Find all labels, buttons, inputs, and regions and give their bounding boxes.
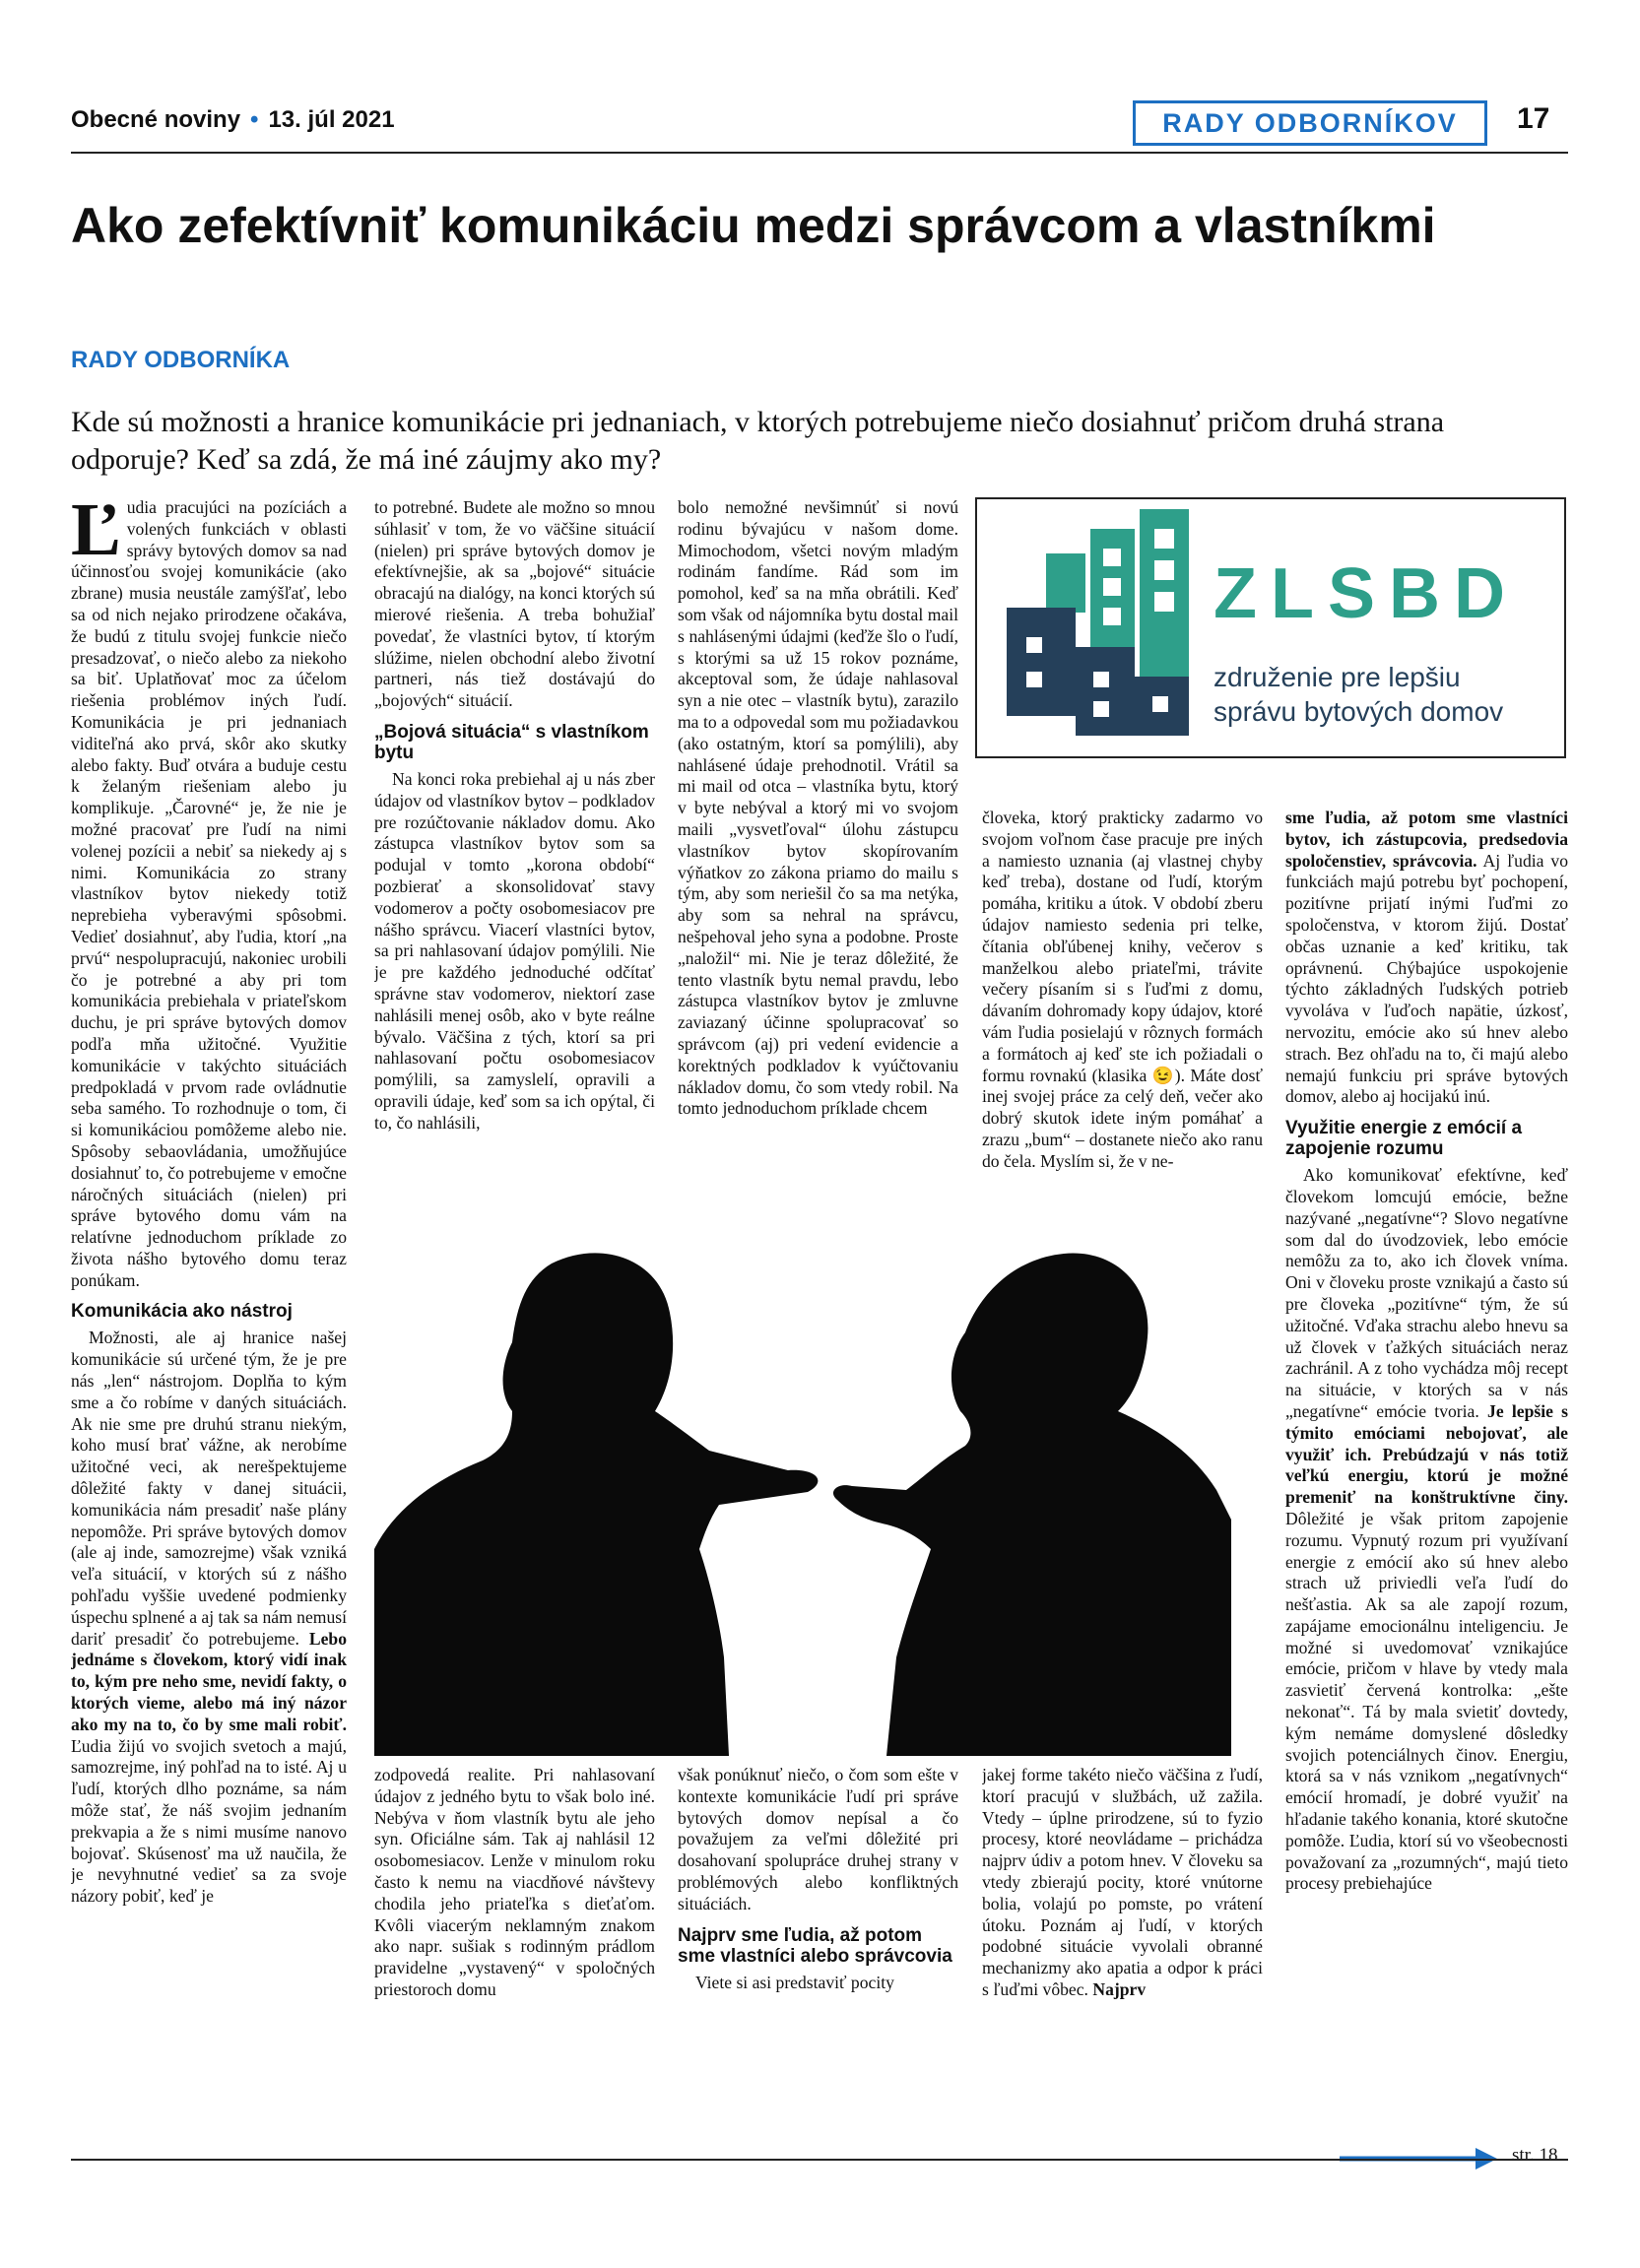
paragraph: Viete si asi predstaviť pocity <box>695 1972 894 1992</box>
paragraph: zodpovedá realite. Pri nahlasovaní údajov z jedného bytu to však bolo iné. Nebýva v ňom vlastník bytu ale jeho syn. Oficiálne sám. Tak aj nahlásil 12 osobomesiacov. Lenže v minulom roku často k nemu na viacdňové návštevy chodila jeho priateľka s dieťaťom. Kvôli viacerým neklamným znakom ako napr. sušiak s rodinným prádlom pravidelne „vystavený“ v spoločných priestoroch domu <box>374 1765 655 1999</box>
paragraph: Ako komunikovať efektívne, keď človekom lomcujú emócie, bežne nazývané „negatívne“? Slovo negatívne som dal do úvodzoviek, lebo emócie nemôžu za to, ako ich človek vníma. Oni v človeku proste vznikajú a často sú pre človeka „pozitívne“ tým, že sú užitočné. Vďaka strachu alebo hnevu sa už človek v ťažkých situáciách neraz zachránil. A z toho vychádza môj recept na situácie, v ktorých sa v nás „negatívne“ emócie tvoria. Je lepšie s týmito emóciami nebojovať, ale využiť ich. Prebúdzajú v nás totiž veľkú energiu, ktorú je možné premeniť na konštruktívne činy. Dôležité je však pritom zapojenie rozumu. Vypnutý rozum pri využívaní energie z emócií ako sú hnev alebo strach už priviedli veľa ľudí do nešťastia. Ak sa ale zapojí rozum, zapájame emocionálnu inteligenciu. Je možné si uvedomovať vznikajúce emócie, pričom v hlave by vtedy mala zasvietiť červená kontrolka: „ešte nekonať“. Tá by mala svietiť dovtedy, kým nemáme domyslené dôsledky svojich potenciálnych činov. Energiu, ktorá sa v nás vznikom „negatívnych“ emócií hromadí, je dobré využiť na hľadanie takého konania, ktoré skutočne pomôže. Ľudia, ktorí sú vo všeobecnosti považovaní za „rozumných“, majú tieto procesy prebiehajúce <box>1285 1165 1568 1894</box>
article-lead: Kde sú možnosti a hranice komunikácie pri jednaniach, v ktorých potrebujeme niečo dosiahnuť pričom druhá strana odporuje? Keď sa zdá, že má iné záujmy ako my? <box>71 406 1445 476</box>
text-column-1 <box>71 497 347 2122</box>
logo-subtitle-1: združenie pre lepšiu <box>1214 662 1461 692</box>
text-column-3-top <box>678 497 958 1221</box>
text-column-2-top <box>374 497 655 1221</box>
header-rule <box>71 152 1568 154</box>
separator-dot: • <box>250 106 259 133</box>
silhouette-illustration <box>374 1224 1231 1756</box>
drop-cap: Ľ <box>71 497 121 571</box>
paragraph: Na konci roka prebiehal aj u nás zber údajov od vlastníkov bytov – podkladov pre rozúčtovanie nákladov domu. Ako zástupca vlastníkov bytov som sa podujal v tomto „korona období“ pozbierať a skonsolidovať stavy vodomerov a počty osobomesiacov pre nášho správcu. Viacerí vlastníci bytov, sa pri nahlasovaní údajov pomýlili. Nie je pre každého jednoduché odčítať správne stav vodomerov, niektorí zase nahlásili menej osôb, ako v byte reálne bývalo. Väčšina z tých, ktorí sa pri nahlasovaní počtu osobomesiacov pomýlili, sa zamyslelí, opravili a opravili údaje, keď som sa ich opýtal, či to, čo nahlásili, <box>374 768 655 1133</box>
masthead <box>71 106 395 134</box>
zlsbd-logo <box>975 497 1566 758</box>
article-rubric: RADY ODBORNÍKA <box>71 347 291 373</box>
continued-arrow <box>1340 2145 1502 2177</box>
text-column-4-bottom <box>982 1765 1263 2124</box>
text-column-2-bottom <box>374 1765 655 2124</box>
footer-rule <box>71 2159 1568 2161</box>
paragraph: Možnosti, ale aj hranice našej komunikácie sú určené tým, že je pre nás „len“ nástrojom. Doplňa to kým sme a čo robíme v daných situáciách. Ak nie sme pre druhú stranu niekým, koho musí brať vážne, ak nerobíme užitočné veci, ak nerešpektujeme dôležité fakty v danej situácii, komunikácia nám presadiť naše plány nepomôže. Pri správe bytových domov (ale aj inde, samozrejme) však vzniká veľa situácií, v ktorých sú z nášho pohľadu vyššie uvedené podmienky úspechu splnené a aj tak sa nám nemusí dariť presadiť čo potrebujeme. Lebo jednáme s človekom, ktorý vidí inak to, kým pre neho sme, nevidí fakty, o ktorých vieme, alebo má iný názor ako my na to, čo by sme mali robiť. Ľudia žijú vo svojich svetoch a majú, samozrejme, iný pohľad na to isté. Aj u ľudí, ktorých dlho poznáme, sa nám môže stať, že náš svojim jednaním prekvapia a že s nimi musíme nanovo bojovať. Skúsenosť ma už naučila, že je nevyhnutné vedieť sa za svoje názory pobiť, keď je <box>71 1328 347 1907</box>
paragraph: Ľudia pracujúci na pozíciách a volených funkciách v oblasti správy bytových domov sa nad účinnosťou svojej komunikácie (ako zbrane) musia neustále zamýšľať, lebo sa od nich nejako prirodzene očakáva, že budú z titulu svojej funkcie niečo presadzovať, o niečo alebo za niekoho sa biť. Uplatňovať moc za účelom riešenia problémov iných ľudí. Komunikácia je pri jednaniach viditeľná ako prvá, skôr ako skutky alebo fakty. Buď otvára a buduje cestu k želaným riešeniam alebo ju komplikuje. „Čarovné“ je, že nie je možné pracovať pre ľudí na nimi volenej pozícii a nebiť sa niekedy aj s nimi. Komunikácia zo strany vlastníkov bytov niekedy totiž neprebieha vyberavými spôsobmi. Vedieť dosiahnuť, aby ľudia, ktorí „na prvú“ nespolupracujú, nakoniec urobili čo je potrebné a aby pri tom komunikácia prebiehala v priateľskom duchu, je pri správe bytových domov podľa mňa užitočné. Využitie komunikácie v takýchto situáciách predpokladá v prvom rade ovládnutie seba samého. To rozhodnuje o tom, či si komunikáciou pomôžeme alebo nie. Spôsoby sebaovládania, umožňujúce dosiahnuť to, čo potrebujeme v emočne náročných situáciách (nielen) pri správe bytového domu vám na relatívne jednoduchom príklade zo života nášho bytového domu teraz ponúkam. <box>71 497 347 1290</box>
continued-page-ref: str. 18 <box>1512 2145 1558 2166</box>
publication-name: Obecné noviny <box>71 106 241 133</box>
argument-silhouettes-photo <box>374 1224 1231 1756</box>
subheading-bojova-situacia: „Bojová situácia“ s vlastníkom bytu <box>374 721 649 763</box>
paragraph: sme ľudia, až potom sme vlastníci bytov, ich zástupcovia, predsedovia spoločenstiev, správcovia. Aj ľudia vo funkciách majú potrebu byť pochopení, pozitívne prijatí inými ľuďmi zo spoločenstva, v ktorom žijú. Dostať občas uznanie a keď kritiku, tak oprávnenú. Chýbajúce uspokojenie týchto základných ľudských potrieb vyvoláva v ľuďoch napätie, úzkosť, nervozitu, emócie ako sú hnev alebo strach. Bez ohľadu na to, či majú alebo nemajú funkciu pri správe bytových domov, alebo aj hocijakú inú. <box>1285 808 1568 1107</box>
issue-date: 13. júl 2021 <box>268 106 395 133</box>
paragraph: však ponúknuť niečo, o čom som ešte v kontexte komunikácie ľudí pri správe bytových domov nepísal a čo považujem za veľmi dôležité pri dosahovaní spolupráce druhej strany v problémových alebo konfliktných situáciách. <box>678 1765 958 1913</box>
subheading-vyuzitie-energie: Využitie energie z emócií a zapojenie rozumu <box>1285 1118 1523 1160</box>
logo-abbreviation: ZLSBD <box>1214 554 1519 633</box>
text-column-5 <box>1285 808 1568 2132</box>
text-column-3-bottom <box>678 1765 958 2124</box>
paragraph: bolo nemožné nevšimnúť si novú rodinu bývajúcu v našom dome. Mimochodom, všetci novým mladým rodinám fandíme. Rád som im pomohol, keď sa na mňa obrátili. Keď som však od nájomníka bytu dostal mail s nahlásenými údajmi (keďže šlo o ľudí, s ktorými sa už 15 rokov poznáme, akceptoval som, že údaje nahlasoval syn a nie otec – vlastník bytu), zarazilo ma to a odpovedal som mu požiadavkou (ako ostatným, ktorí sa pomýlili), aby nahlásené údaje prehodnotil. Vrátil sa mi mail od otca – vlastníka bytu, ktorý v byte nebýval a ktorý mi vo svojom maili „vysvetľoval“ úlohu zástupcu vlastníkov bytov skopírovaním výňatkov zo zákona priamo do mailu s tým, aby som neriešil čo sa ma netýka, aby som sa nehral na správcu, nešpehoval jeho syna a podobne. Proste „naložil“ mi. Nie je teraz dôležité, že tento vlastník bytu nemal pravdu, lebo zástupca vlastníkov bytov je zmluvne zaviazaný účinne spolupracovať so správcom (aj) pri vedení evidencie a korektných podkladov k vyúčtovaniu nákladov domu, čo som vtedy robil. Na tomto jednoduchom príklade chcem <box>678 497 958 1119</box>
section-label: RADY ODBORNÍKOV <box>1133 100 1487 146</box>
page-number: 17 <box>1517 102 1550 135</box>
text-column-4-top <box>982 808 1263 1221</box>
subheading-komunikacia: Komunikácia ako nástroj <box>71 1301 293 1323</box>
article-title: Ako zefektívniť komunikáciu medzi správcom a vlastníkmi <box>71 198 1436 253</box>
paragraph: to potrebné. Budete ale možno so mnou súhlasiť v tom, že vo väčšine situácií (nielen) pri správe bytových domov je efektívnejšie, ak sa „bojové“ situácie obracajú na dialógy, na konci ktorých sú mierové riešenia. A treba bohužiaľ povedať, že vlastníci bytov, tí ktorým slúžime, nielen obchodní alebo životní partneri, nás tiež dostávajú do „bojových“ situácií. <box>374 497 655 711</box>
logo-subtitle-2: správu bytových domov <box>1214 696 1504 727</box>
subheading-najprv: Najprv sme ľudia, až potom sme vlastníci alebo správcovia <box>678 1924 952 1967</box>
paragraph: jakej forme takéto niečo väčšina z ľudí, ktorí pracujú v službách, už zažila. Vtedy – úplne prirodzene, sú to fyzio procesy, ktoré neovládame – prichádza najprv údiv a potom hnev. V človeku sa vtedy zbierajú pocity, ktoré vnútorne bolia, volajú po pomste, po vrátení útoku. Poznám aj ľudí, v ktorých podobné situácie vyvolali obranné mechanizmy ako apatia a odpor k práci s ľuďmi vôbec. Najprv <box>982 1765 1263 1999</box>
paragraph: človeka, ktorý prakticky zadarmo vo svojom voľnom čase pracuje pre iných a namiesto uznania (aj vlastnej chyby keď treba), dostane od ľudí, ktorým pomáha, kritiku a útok. V období zberu údajov namiesto sedenia pri telke, čítania obľúbenej knihy, večerov s manželkou alebo priateľmi, trávite večery písaním si s ľuďmi z domu, dávaním dohromady kopy údajov, ktoré vám ľudia posielajú v rôznych formách a formátoch aj keď ste ich požiadali o formu rovnakú (klasika 😉). Máte dosť inej svojej práce za celý deň, večer ako dobrý skutok idete iným pomáhať a zrazu „bum“ – dostanete niečo ako ranu do čela. Myslím si, že v ne- <box>982 808 1263 1171</box>
